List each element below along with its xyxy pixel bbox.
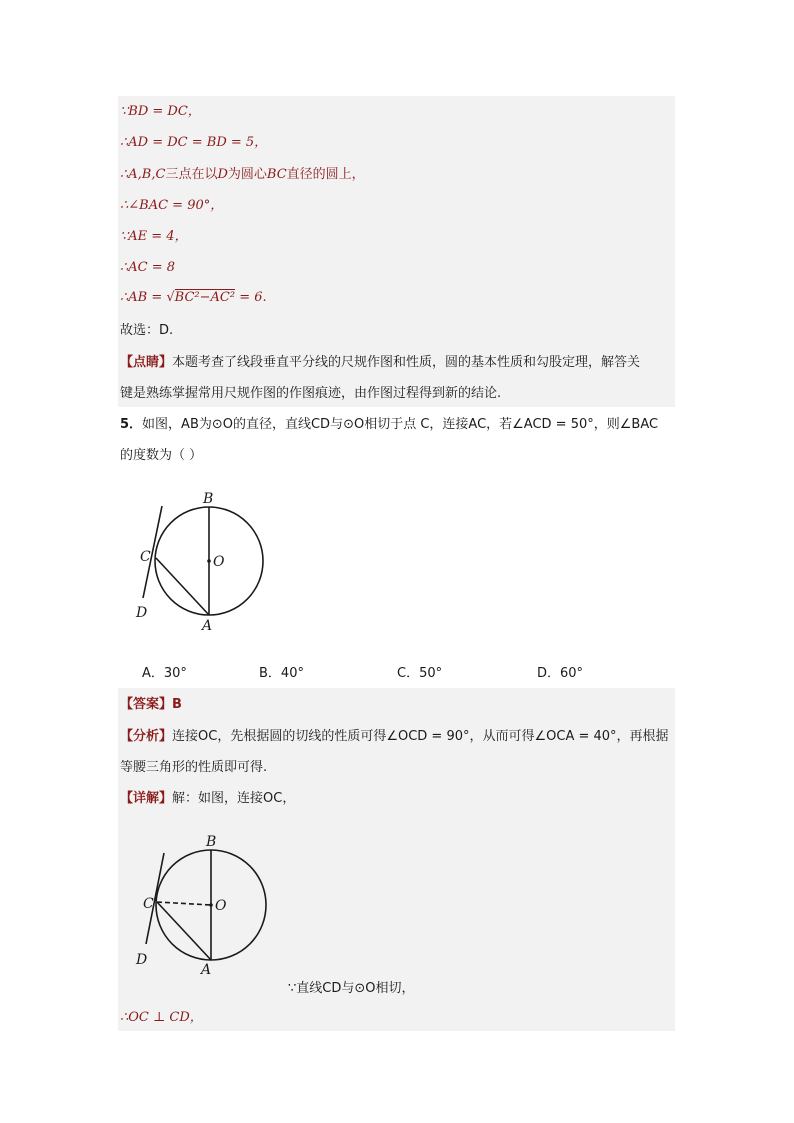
solution-line-4: ∴∠BAC = 90°， — [120, 198, 224, 213]
label-c: C — [140, 549, 151, 565]
question-line-1 — [120, 416, 658, 434]
solution-line-5: ∵AE = 4， — [120, 229, 188, 244]
solution-line-2: ∴AD = DC = BD = 5， — [120, 135, 268, 150]
detail-text-1: 解：如图，连接OC， — [172, 791, 296, 806]
solution-line-7 — [120, 289, 267, 307]
question-number: 5． — [120, 417, 143, 432]
sqrt-sign: √ — [166, 290, 175, 305]
solution-line-3 — [120, 166, 365, 184]
detail-line-1 — [120, 790, 295, 808]
answer-value: B — [172, 697, 182, 712]
label-a: A — [202, 618, 213, 634]
points-abc: ∴A,B,C — [120, 167, 166, 182]
option-a[interactable]: A．30° — [142, 666, 187, 681]
label-b: B — [203, 491, 214, 507]
answer-label: 【答案】 — [120, 697, 173, 712]
tip-line-2: 键是熟练掌握常用尺规作图的作图痕迹，由作图过程得到新的结论. — [120, 386, 502, 401]
text-diameter-circle: 直径的圆上， — [286, 167, 365, 182]
segment-bc: BC — [266, 167, 287, 182]
chord-ca — [157, 902, 211, 960]
ab-result: = 6. — [235, 290, 267, 305]
label-o: O — [215, 898, 227, 914]
text-three-points: 三点在以 — [165, 167, 218, 182]
solution-choice: 故选：D. — [120, 323, 174, 338]
figure-2 — [128, 828, 308, 978]
analysis-line-2: 等腰三角形的性质即可得. — [120, 760, 268, 775]
tip-text-1: 本题考查了线段垂直平分线的尺规作图和性质，圆的基本性质和勾股定理，解答关 — [172, 355, 641, 370]
sqrt-radicand: BC²−AC² — [174, 290, 236, 305]
label-d: D — [136, 605, 148, 621]
solution-line-6: ∴AC = 8 — [120, 260, 176, 275]
ab-equals: ∴AB = — [120, 290, 167, 305]
label-b: B — [206, 834, 217, 850]
question-line-2: 的度数为（ ） — [120, 448, 203, 463]
analysis-line-1 — [120, 728, 669, 746]
label-a: A — [201, 962, 212, 978]
option-d[interactable]: D．60° — [537, 666, 584, 681]
point-d: D — [217, 167, 228, 182]
text-center: 为圆心 — [227, 167, 267, 182]
detail-label: 【详解】 — [120, 791, 173, 806]
center-dot — [207, 559, 211, 563]
option-c[interactable]: C．50° — [397, 666, 443, 681]
analysis-text-1: 连接OC，先根据圆的切线的性质可得∠OCD = 90°，从而可得∠OCA = 40°，再根据 — [172, 729, 669, 744]
label-c: C — [143, 896, 154, 912]
label-o: O — [213, 554, 225, 570]
label-d: D — [136, 952, 148, 968]
tip-label: 【点睛】 — [120, 355, 173, 370]
question-text-1: 如图，AB为⊙O的直径，直线CD与⊙O相切于点 C，连接AC，若∠ACD = 50°，则∠BAC — [142, 417, 659, 432]
answer-line — [120, 696, 182, 714]
solution-line-1: ∵BD = DC， — [120, 104, 201, 119]
detail-line-3: ∴OC ⊥ CD， — [120, 1010, 203, 1025]
radius-oc-dashed — [157, 902, 211, 905]
chord-ca — [156, 558, 209, 615]
analysis-label: 【分析】 — [120, 729, 173, 744]
center-dot — [209, 903, 213, 907]
detail-line-2: ∵直线CD与⊙O相切， — [288, 981, 415, 996]
tip-line-1 — [120, 354, 640, 372]
figure-1 — [125, 486, 305, 636]
option-b[interactable]: B．40° — [259, 666, 304, 681]
